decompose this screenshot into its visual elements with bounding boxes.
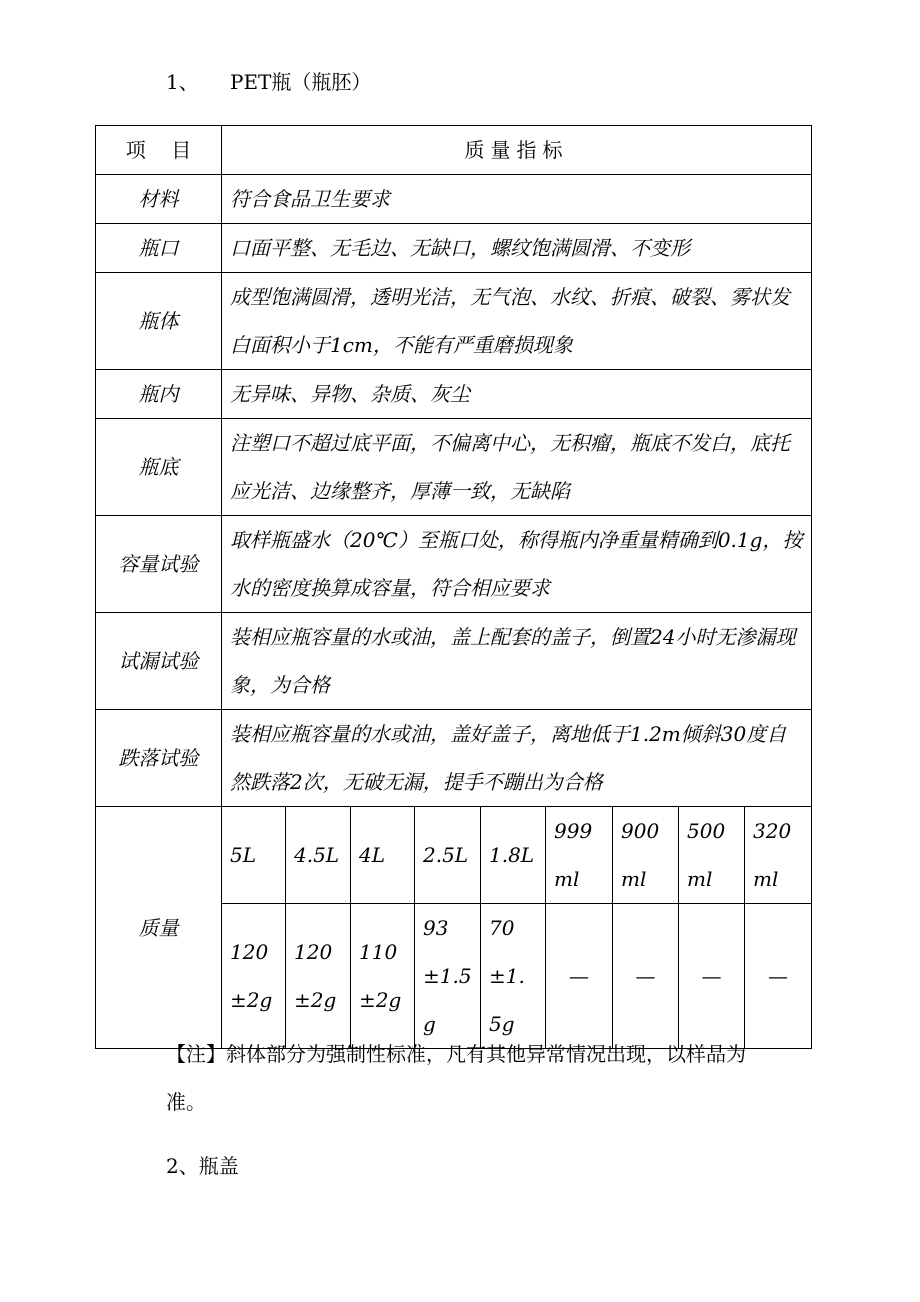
row-text: 装相应瓶容量的水或油，盖好盖子，离地低于1.2m倾斜30度自然跌落2次，无破无漏，提手不蹦出为合格 [222, 710, 812, 807]
section-heading-bottle-cap: 2、瓶盖 [166, 1154, 239, 1178]
capacity-cell: 4.5L [286, 807, 351, 904]
row-text: 装相应瓶容量的水或油，盖上配套的盖子，倒置24小时无渗漏现象，为合格 [222, 613, 812, 710]
table-row [96, 710, 812, 807]
row-label: 容量试验 [96, 516, 222, 613]
capacity-cell: 2.5L [415, 807, 481, 904]
capacity-cell: 5L [222, 807, 286, 904]
row-label: 跌落试验 [96, 710, 222, 807]
header-item: 项 目 [96, 126, 222, 175]
row-label: 试漏试验 [96, 613, 222, 710]
row-label: 瓶底 [96, 419, 222, 516]
capacity-cell: 500ml [679, 807, 745, 904]
weight-cell: 120±2g [286, 904, 351, 1049]
row-label: 材料 [96, 175, 222, 224]
row-text: 注塑口不超过底平面，不偏离中心，无积瘤，瓶底不发白，底托应光洁、边缘整齐，厚薄一致，无缺陷 [222, 419, 812, 516]
table-row [96, 224, 812, 273]
row-text: 成型饱满圆滑，透明光洁，无气泡、水纹、折痕、破裂、雾状发白面积小于1cm，不能有严重磨损现象 [222, 273, 812, 370]
table-header-row [96, 126, 812, 175]
weight-cell: 110±2g [351, 904, 415, 1049]
weight-cell: 120±2g [222, 904, 286, 1049]
capacity-cell: 320ml [745, 807, 812, 904]
capacity-cell: 4L [351, 807, 415, 904]
mass-capacity-row [96, 807, 812, 904]
header-spec: 质量指标 [222, 126, 812, 175]
table-row [96, 273, 812, 370]
weight-cell: 70±1.5g [481, 904, 546, 1049]
table-row [96, 613, 812, 710]
weight-cell: — [613, 904, 679, 1049]
weight-cell: — [745, 904, 812, 1049]
table-row [96, 370, 812, 419]
mass-label: 质量 [96, 807, 222, 1049]
weight-cell: — [546, 904, 613, 1049]
row-text: 口面平整、无毛边、无缺口，螺纹饱满圆滑、不变形 [222, 224, 812, 273]
capacity-cell: 999ml [546, 807, 613, 904]
row-text: 符合食品卫生要求 [222, 175, 812, 224]
row-label: 瓶内 [96, 370, 222, 419]
section-title: PET瓶（瓶胚） [230, 70, 372, 94]
section-heading-pet-bottle [166, 66, 371, 95]
quality-spec-table [95, 125, 812, 1049]
weight-cell: 93±1.5g [415, 904, 481, 1049]
row-text: 取样瓶盛水（20℃）至瓶口处，称得瓶内净重量精确到0.1g，按水的密度换算成容量，符合相应要求 [222, 516, 812, 613]
section-number: 1、 [166, 70, 199, 94]
row-label: 瓶口 [96, 224, 222, 273]
weight-cell: — [679, 904, 745, 1049]
table-row [96, 175, 812, 224]
footnote: 【注】斜体部分为强制性标准，凡有其他异常情况出现，以样品为准。 [166, 1042, 746, 1114]
table-row [96, 516, 812, 613]
row-label: 瓶体 [96, 273, 222, 370]
capacity-cell: 1.8L [481, 807, 546, 904]
capacity-cell: 900ml [613, 807, 679, 904]
row-text: 无异味、异物、杂质、灰尘 [222, 370, 812, 419]
table-row [96, 419, 812, 516]
